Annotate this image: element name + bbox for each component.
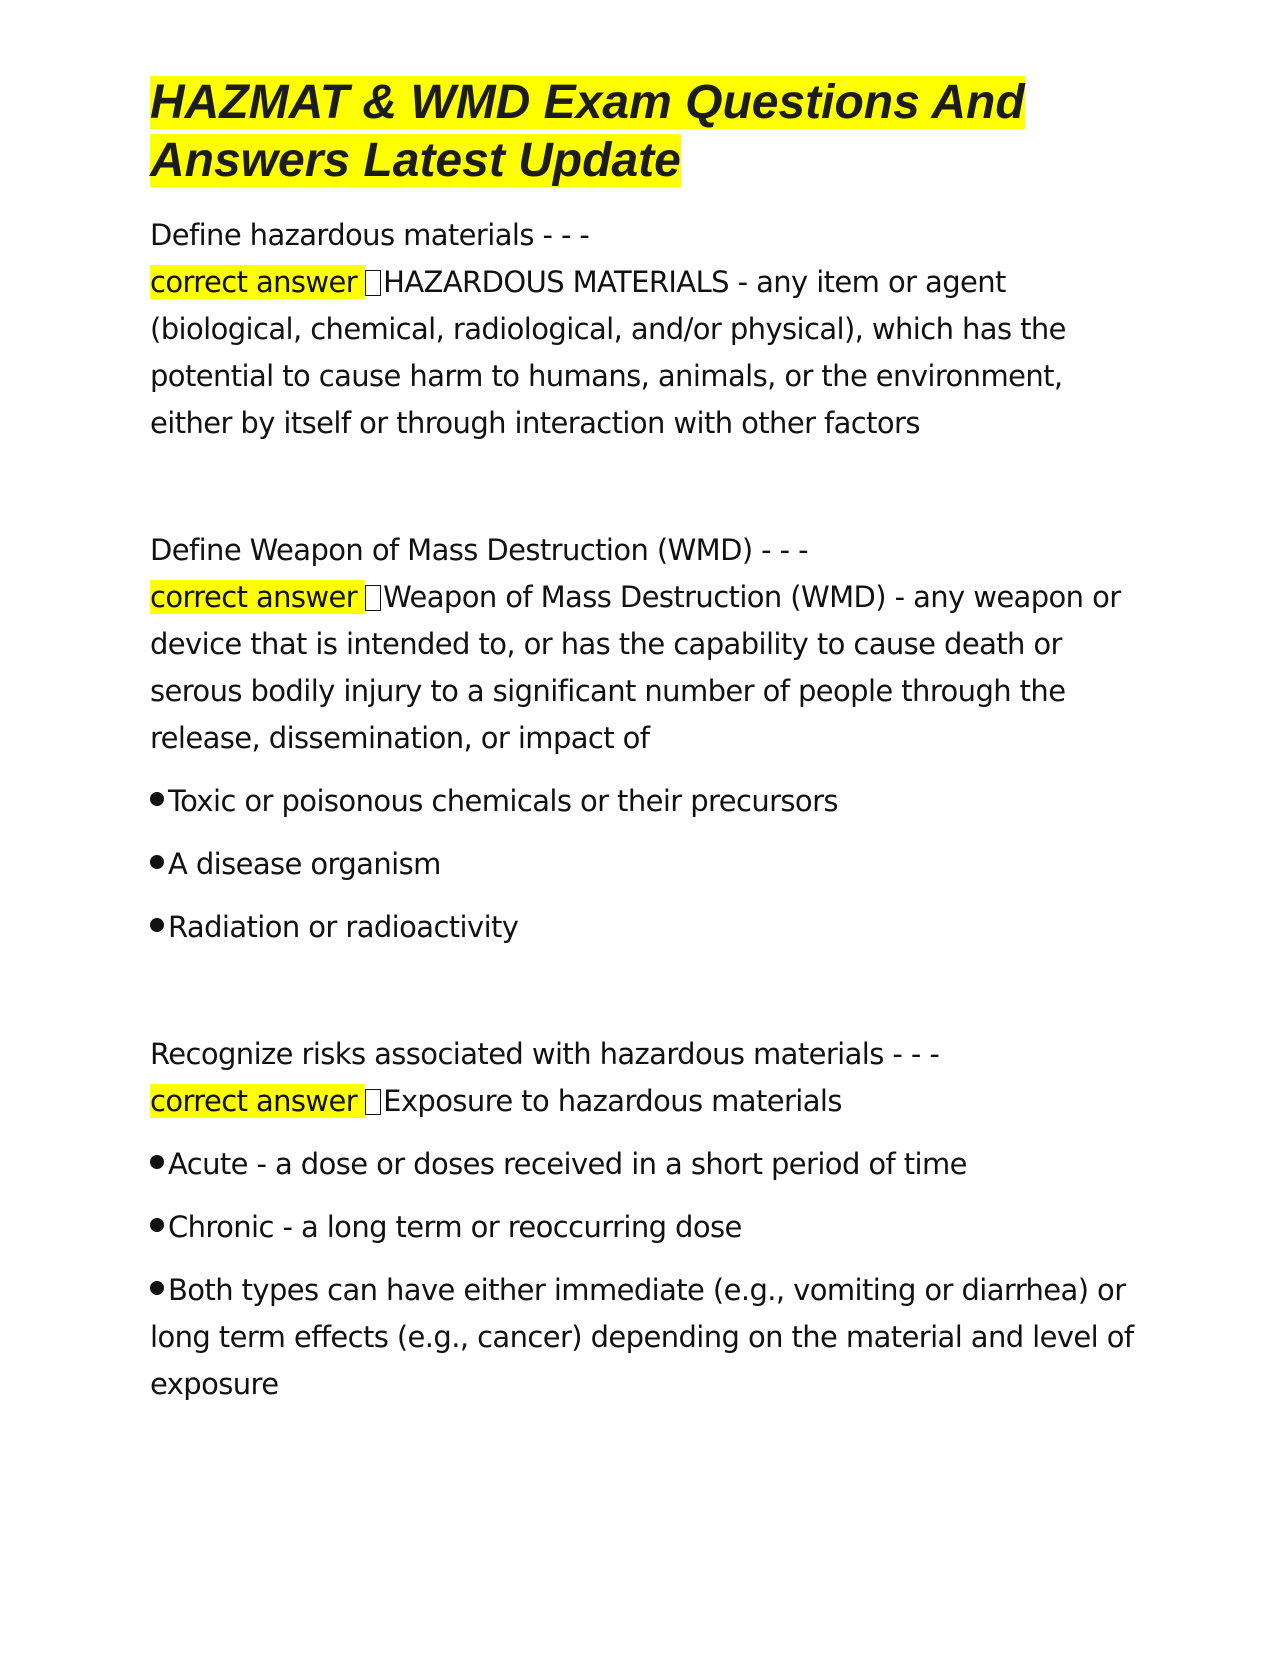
bullet-item: [150, 904, 1140, 951]
bullet-text: A disease organism: [168, 847, 441, 881]
answer-text: [150, 574, 1140, 762]
correct-answer-label: correct answer: [150, 1084, 365, 1118]
question-text: Define Weapon of Mass Destruction (WMD) - - -: [150, 533, 808, 567]
title-line-1: HAZMAT & WMD Exam Questions And: [150, 76, 1025, 129]
bullet-text: Radiation or radioactivity: [168, 910, 519, 944]
bullet-text: Acute - a dose or doses received in a short period of time: [168, 1147, 967, 1181]
missing-glyph-box-icon: [365, 270, 381, 296]
correct-answer-label: correct answer: [150, 265, 365, 299]
missing-glyph-box-icon: [365, 1089, 381, 1115]
bullet-icon: [150, 1155, 164, 1169]
document-title: [150, 74, 1140, 190]
bullet-icon: [150, 1218, 164, 1232]
missing-glyph-box-icon: [365, 585, 381, 611]
question-text: Define hazardous materials - - -: [150, 218, 590, 252]
bullet-item: [150, 778, 1140, 825]
bullet-text: Chronic - a long term or reoccurring dose: [168, 1210, 742, 1244]
qa-item-hazardous-materials: [150, 212, 1140, 447]
bullet-icon: [150, 792, 164, 806]
correct-answer-label: correct answer: [150, 580, 365, 614]
answer-body: Exposure to hazardous materials: [383, 1084, 842, 1118]
bullet-text: Both types can have either immediate (e.g., vomiting or diarrhea) or long term effects (e.g., cancer) depending on the material and level of exposure: [150, 1273, 1134, 1401]
bullet-item: [150, 1267, 1140, 1408]
bullet-item: [150, 841, 1140, 888]
question-text: Recognize risks associated with hazardous materials - - -: [150, 1037, 940, 1071]
answer-body: Weapon of Mass Destruction (WMD) - any weapon or device that is intended to, or has the capability to cause death or serous bodily injury to a significant number of people through the release, dissemination, or impact of: [150, 580, 1121, 755]
qa-item-risks: [150, 1031, 1140, 1408]
answer-body: HAZARDOUS MATERIALS - any item or agent (biological, chemical, radiological, and/or physical), which has the potential to cause harm to humans, animals, or the environment, either by itself or through interaction with other factors: [150, 265, 1066, 440]
bullet-text: Toxic or poisonous chemicals or their precursors: [168, 784, 838, 818]
bullet-icon: [150, 855, 164, 869]
bullet-icon: [150, 918, 164, 932]
answer-text: [150, 259, 1140, 447]
answer-text: [150, 1078, 1140, 1125]
bullet-item: [150, 1141, 1140, 1188]
title-line-2: Answers Latest Update: [150, 134, 681, 187]
bullet-icon: [150, 1281, 164, 1295]
document-page: [150, 74, 1140, 1408]
bullet-item: [150, 1204, 1140, 1251]
qa-item-wmd: [150, 527, 1140, 951]
